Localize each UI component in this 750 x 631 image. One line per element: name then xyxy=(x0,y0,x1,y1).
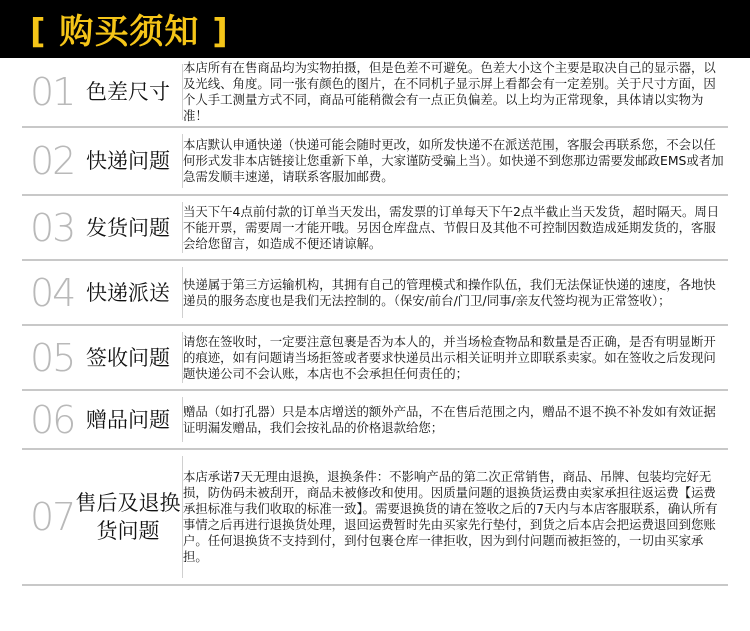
section-label: 快递问题 xyxy=(86,149,170,173)
section-label: 发货问题 xyxy=(86,215,170,240)
section-number: 03 xyxy=(30,205,75,250)
page-title: [ 购买须知 ] xyxy=(30,12,229,52)
notice-list xyxy=(22,58,728,586)
section-text: 本店默认申通快递（快递可能会随时更改，如所发快递不在派送范围，客服会再联系您，不会以任何形式发非本店链接让您重新下单，大家谨防受骗上当）。如快递不到您那边需要发邮政EMS或者加急需发顺丰速递，请联系客服加邮费。 xyxy=(183,137,724,184)
section-shipping xyxy=(22,196,728,261)
section-text: 本店所有在售商品均为实物拍摄，但是色差不可避免。色差大小这个主要是取决自己的显示器，以及光线、角度。同一张有颜色的图片，在不同机子显示屏上看都会有一定差别。关于尺寸方面，因个人手工测量方式不同，商品可能稍微会有一点正负偏差。以上均为正常现象，具体请以实物为准！ xyxy=(183,60,716,123)
section-color-size xyxy=(22,58,728,128)
section-label: 色差尺寸 xyxy=(86,80,170,104)
section-number: 02 xyxy=(30,139,75,183)
section-number: 06 xyxy=(30,397,75,442)
section-signing xyxy=(22,326,728,391)
section-text: 快递属于第三方运输机构，其拥有自己的管理模式和操作队伍，我们无法保证快递的速度，各地快递员的服务态度也是我们无法控制的。（保安/前台/门卫/同事/亲友代签均视为正常签收）； xyxy=(183,276,716,308)
section-number: 01 xyxy=(30,70,75,114)
section-label: 快递派送 xyxy=(86,280,170,305)
section-returns xyxy=(22,450,728,586)
section-courier xyxy=(22,128,728,196)
section-number: 07 xyxy=(30,495,75,539)
section-text: 请您在签收时，一定要注意包裹是否为本人的，并当场检查物品和数量是否正确，是否有明显断开的痕迹，如有问题请当场拒签或者要求快递员出示相关证明并立即联系卖家。如在签收之后发现问题快递公司不会认账，本店也不会承担任何责任的； xyxy=(183,333,716,381)
section-gifts xyxy=(22,391,728,450)
section-text: 赠品（如打孔器）只是本店增送的额外产品，不在售后范围之内，赠品不退不换不补发如有效证据证明漏发赠品，我们会按礼品的价格退款给您； xyxy=(183,403,716,435)
section-label: 签收问题 xyxy=(86,345,170,370)
section-label: 售后及退换货问题 xyxy=(75,491,181,543)
section-delivery xyxy=(22,261,728,326)
section-number: 04 xyxy=(30,270,75,315)
section-text: 本店承诺7天无理由退换，退换条件：不影响产品的第二次正常销售，商品、吊牌、包装均完好无损，防伪码未被刮开，商品未被修改和使用。因质量问题的退换货运费由卖家承担往返运费【运费承担标准与我们收取的标准一致】。需要退换货的请在签收之后的7天内与本店客服联系，确认所有事情之后再进行退换货处理，退回运费暂时先由买家先行垫付，到货之后本店会把运费退回到您账户。任何退换货不支持到付，到付包裹仓库一律拒收，因为到付问题而被拒签的，一切由买家承担。 xyxy=(183,469,718,564)
section-text: 当天下午4点前付款的订单当天发出，需发票的订单每天下午2点半截止当天发货，超时隔天。周日不能开票，需要周一才能开哦。另因仓库盘点、节假日及其他不可控制因数造成延期发货的，客服会给您留言，如造成不便还请谅解。 xyxy=(183,203,720,251)
section-number: 05 xyxy=(30,335,75,380)
section-label: 赠品问题 xyxy=(86,407,170,432)
header-banner xyxy=(0,0,750,58)
